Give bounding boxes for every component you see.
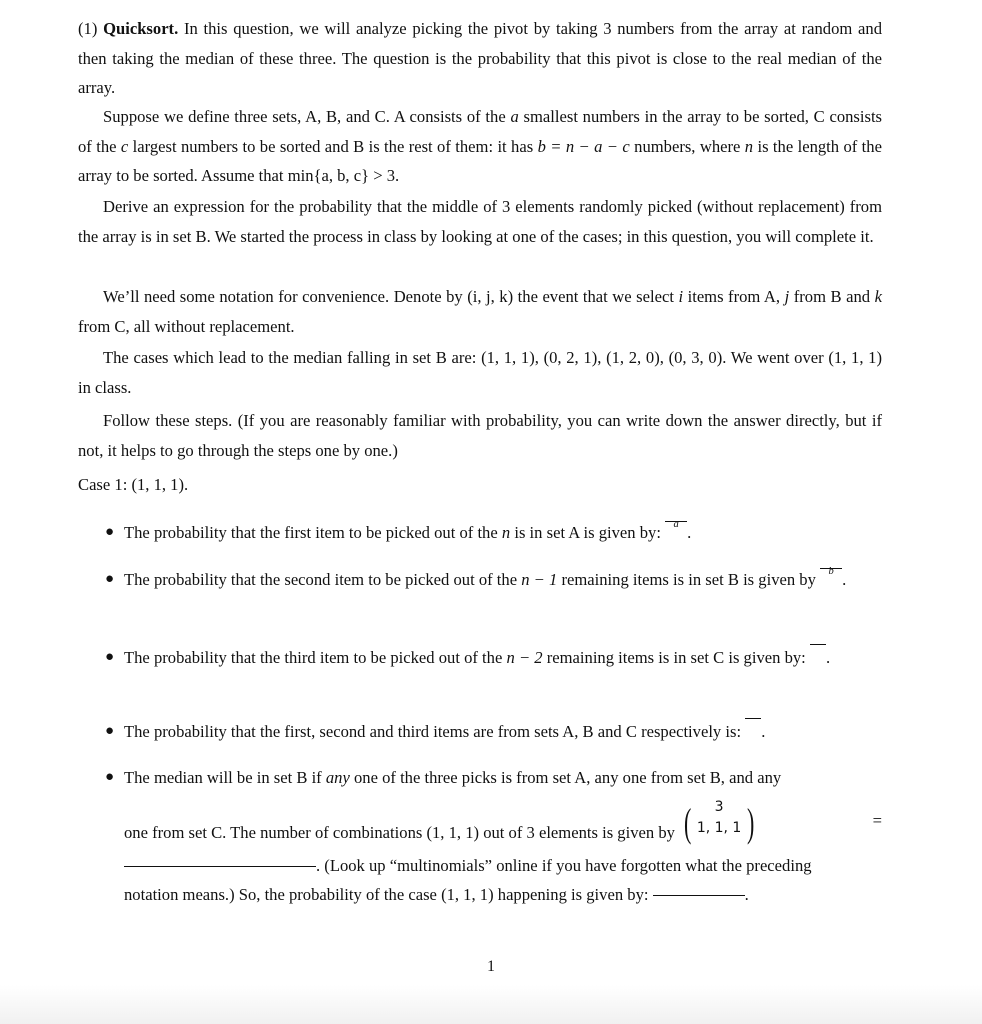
answer-blank bbox=[653, 895, 745, 896]
case-heading bbox=[78, 470, 882, 500]
math-n: n bbox=[501, 523, 511, 542]
fraction-blank bbox=[745, 723, 761, 737]
text: The probability that the third item to be picked out of the bbox=[124, 648, 503, 667]
math-c: c bbox=[120, 136, 129, 156]
fraction-blank bbox=[665, 519, 687, 538]
multinomial-bottom: 1, 1, 1 bbox=[696, 820, 742, 836]
text: The probability that the second item to be picked out of the bbox=[124, 570, 518, 589]
bullet-icon: ● bbox=[105, 571, 115, 587]
question-title: Quicksort. bbox=[103, 19, 179, 38]
text: happening is given by: bbox=[497, 885, 649, 904]
math-expr: n − 2 bbox=[506, 648, 543, 667]
text: one of the three picks is from set A, any one from set B, and any bbox=[353, 768, 782, 787]
bullet-icon: ● bbox=[105, 723, 115, 739]
math-tuple: (1, 1, 1) bbox=[828, 348, 883, 367]
fraction-bar bbox=[745, 718, 761, 719]
paragraph-sets bbox=[78, 102, 882, 191]
text: The cases which lead to the median falling in set B are: bbox=[103, 348, 477, 367]
text: the event that we select bbox=[517, 287, 674, 306]
bullet-text: The probability that the first item to be picked out of the n is in set A is given by: a . bbox=[124, 518, 882, 548]
math-k: k bbox=[874, 287, 882, 306]
text: notation means.) So, the probability of the case bbox=[124, 885, 437, 904]
text: We’ll need some notation for convenience. Denote by bbox=[103, 287, 463, 306]
bullet-line bbox=[124, 799, 882, 848]
math-i: i bbox=[678, 287, 684, 306]
bullet-text: The probability that the third item to be picked out of the n − 2 remaining items is in set C is given by: . bbox=[124, 643, 882, 673]
text: remaining items is in set C is given by: bbox=[546, 648, 806, 667]
bullet-text: The probability that the first, second and third items are from sets A, B and C respectively is: . bbox=[124, 717, 882, 747]
paragraph-notation bbox=[78, 282, 882, 341]
text: from B and bbox=[793, 287, 871, 306]
text: in class. bbox=[78, 377, 132, 397]
bullet-line: . (Look up “multinomials” online if you have forgotten what the preceding bbox=[124, 851, 882, 881]
page-number: 1 bbox=[487, 958, 495, 975]
text: We went over bbox=[730, 348, 824, 367]
text: from C, all without replacement. bbox=[78, 316, 295, 336]
bullet-icon: ● bbox=[105, 649, 115, 665]
text-emphasis: any bbox=[325, 768, 350, 787]
fraction-bar bbox=[820, 568, 842, 569]
fraction-blank bbox=[810, 649, 826, 663]
fraction-blank bbox=[820, 566, 842, 585]
case-tuple: (1, 1, 1). bbox=[131, 475, 189, 494]
math-b-formula: b = n − a − c bbox=[537, 136, 630, 156]
bullet-text: The probability that the second item to be picked out of the n − 1 remaining items is in set B is given by b . bbox=[124, 565, 882, 595]
fraction-bar bbox=[665, 521, 687, 522]
math-cases: (1, 1, 1), (0, 2, 1), (1, 2, 0), (0, 3, 0). bbox=[481, 348, 727, 367]
text: largest numbers to be sorted and B is the rest of them: it has bbox=[132, 136, 534, 156]
bullet-icon: ● bbox=[105, 769, 115, 785]
text: remaining items is in set B is given by bbox=[561, 570, 816, 589]
equals-sign: = bbox=[872, 811, 882, 830]
bullet-line bbox=[124, 763, 882, 793]
text: Follow these steps. (If you are reasonably familiar with probability, you can write down the answer directly, but if not, it helps to go through the steps one by one.) bbox=[78, 411, 882, 460]
bullet-icon: ● bbox=[105, 524, 115, 540]
text: is in set A is given by: bbox=[514, 523, 661, 542]
text: Derive an expression for the probability that the middle of 3 elements randomly picked (without replacement) from the array is in set B. We started the process in class by looking at one of the cases; in this question, you will complete it. bbox=[78, 197, 882, 246]
fraction-bar bbox=[810, 644, 826, 645]
case-label: Case 1: bbox=[78, 475, 128, 494]
fraction-numerator: b bbox=[828, 566, 834, 577]
text: (Look up “multinomials” online if you have forgotten what the preceding bbox=[324, 856, 812, 875]
text: Suppose we define three sets, A, B, and C. A consists of the bbox=[103, 107, 506, 126]
fraction-numerator: a bbox=[673, 519, 679, 530]
text: smallest numbers in the array to be sorted, C consists of the bbox=[78, 107, 883, 156]
text: items from A, bbox=[687, 287, 781, 306]
paren-right: ) bbox=[746, 800, 755, 845]
math-j: j bbox=[784, 287, 790, 306]
answer-blank bbox=[124, 866, 316, 867]
text: numbers, where bbox=[634, 136, 741, 156]
text: The probability that the first, second and third items are from sets A, B and C respectively is: bbox=[124, 722, 742, 741]
intro-text: In this question, we will analyze picking the pivot by taking 3 numbers from the array at random and then taking the median of these three. The question is the probability that this pivot is close to the real median of the array. bbox=[78, 19, 882, 97]
math-a: a bbox=[510, 107, 519, 126]
paragraph-cases bbox=[78, 343, 882, 402]
paragraph-steps bbox=[78, 406, 882, 465]
question-intro bbox=[78, 14, 882, 103]
math-expr: n − 1 bbox=[521, 570, 558, 589]
bullet-line: notation means.) So, the probability of the case (1, 1, 1) happening is given by: . bbox=[124, 885, 749, 904]
text: The median will be in set B if bbox=[124, 768, 322, 787]
text: one from set C. The number of combinations bbox=[124, 823, 423, 842]
math-tuple: (1, 1, 1) bbox=[426, 823, 480, 842]
math-min: min{a, b, c} > 3. bbox=[287, 166, 400, 185]
math-n: n bbox=[744, 136, 754, 156]
text: is the length of the array to be sorted. Assume that bbox=[78, 136, 882, 185]
multinomial-top: 3 bbox=[714, 799, 724, 815]
text: out of 3 elements is given by bbox=[483, 823, 675, 842]
text: The probability that the first item to be picked out of the bbox=[124, 523, 498, 542]
math-tuple: (1, 1, 1) bbox=[441, 885, 494, 904]
paren-left: ( bbox=[684, 800, 692, 845]
multinomial bbox=[679, 799, 759, 846]
paragraph-derive bbox=[78, 192, 882, 251]
math-ijk: (i, j, k) bbox=[467, 287, 514, 306]
question-number: (1) bbox=[78, 19, 98, 38]
